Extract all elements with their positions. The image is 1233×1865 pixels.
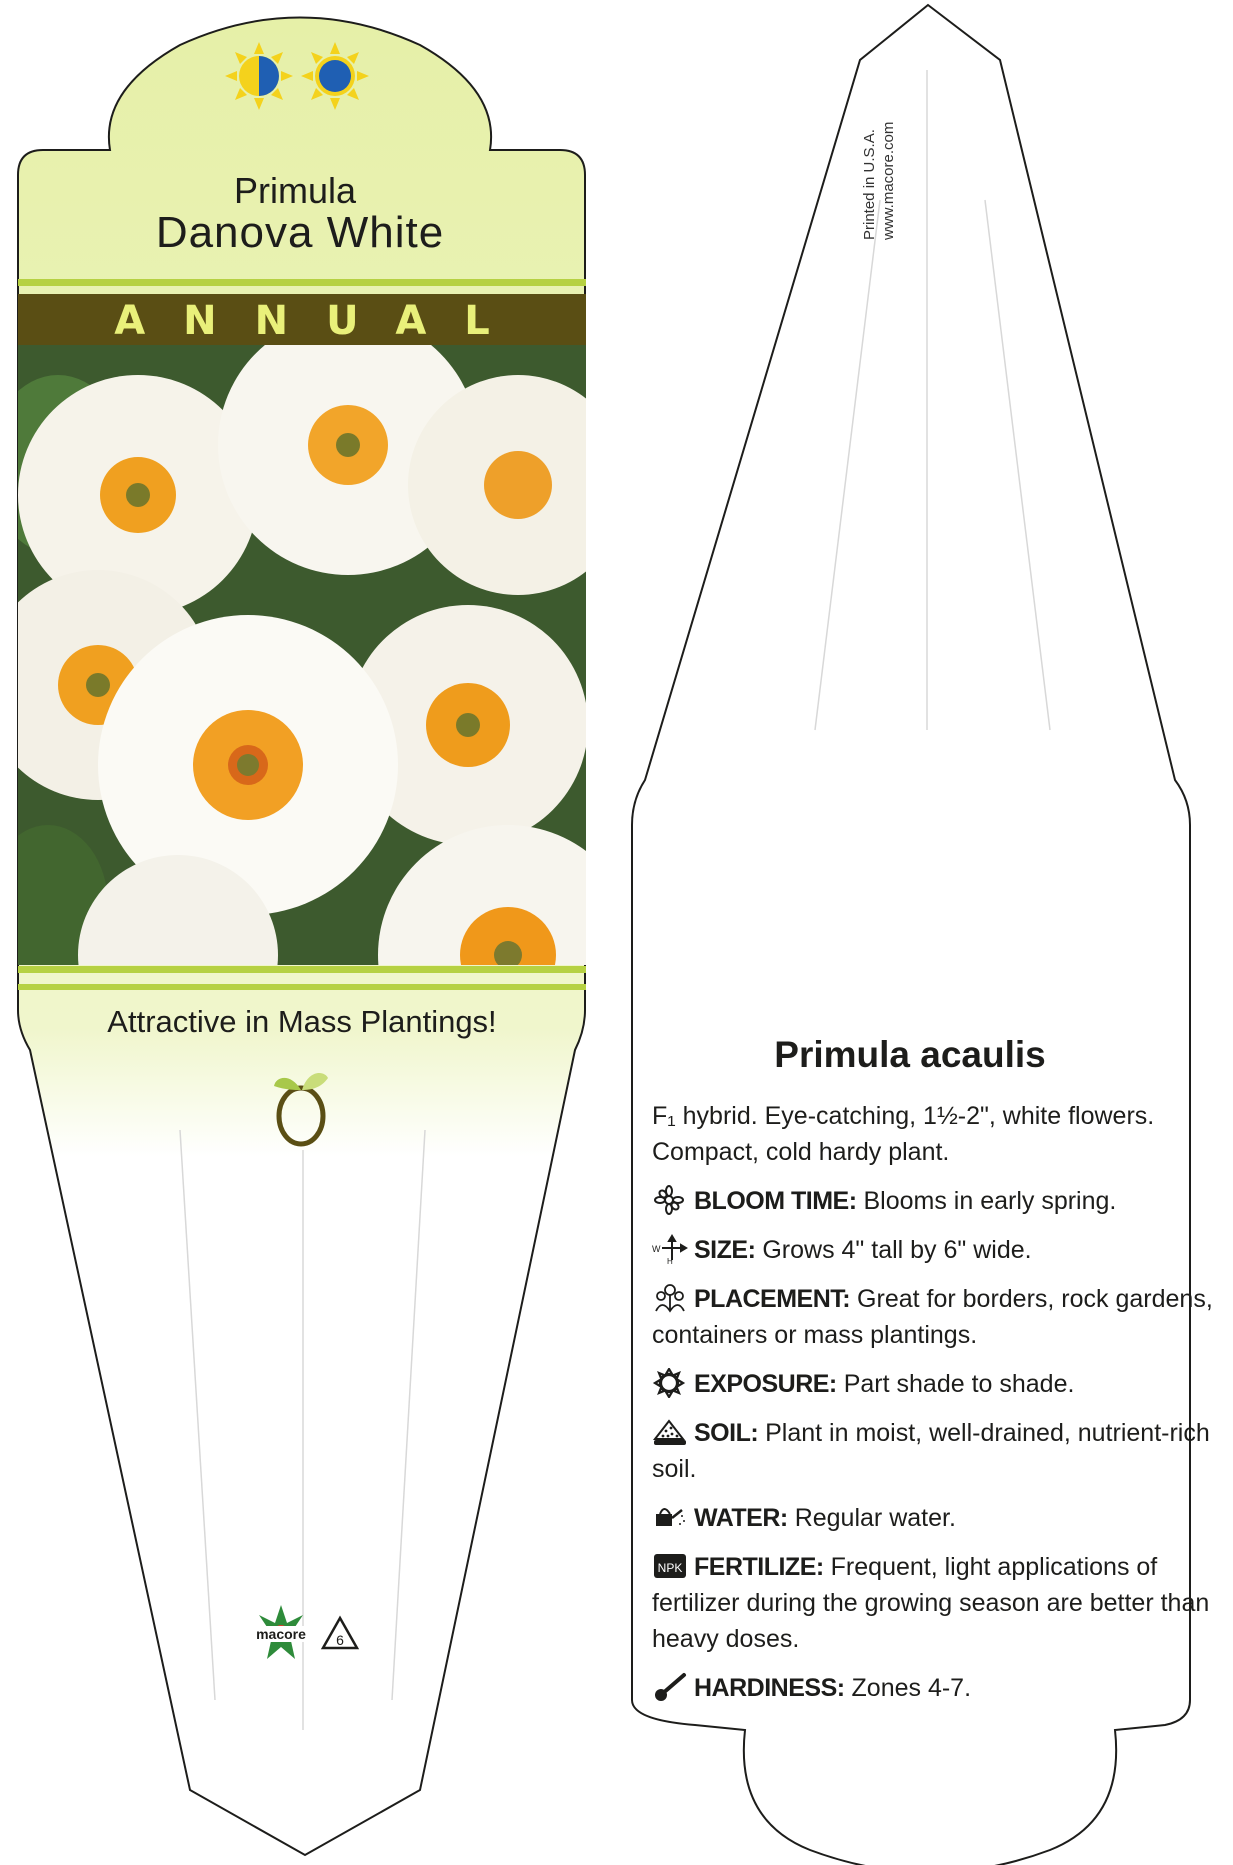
part-sun-icon bbox=[225, 42, 293, 110]
plant-photo bbox=[18, 345, 586, 965]
size-label: SIZE: bbox=[694, 1236, 756, 1264]
shade-icon bbox=[301, 42, 369, 110]
soil-icon bbox=[652, 1417, 688, 1447]
hardiness-text: Zones 4-7. bbox=[844, 1674, 972, 1702]
svg-text:H: H bbox=[667, 1257, 673, 1264]
svg-text:NPK: NPK bbox=[657, 1561, 683, 1575]
fertilize-text: Frequent, light applications of fertilizer during the growing season are better than heavy doses. bbox=[652, 1553, 1210, 1653]
hardiness-label: HARDINESS: bbox=[694, 1674, 845, 1702]
water-label: WATER: bbox=[694, 1504, 788, 1532]
brand-name: macore bbox=[256, 1626, 306, 1642]
size-text: Grows 4" tall by 6" wide. bbox=[755, 1236, 1032, 1264]
sun-outline-icon bbox=[652, 1368, 688, 1398]
category-label: ANNUAL bbox=[114, 298, 528, 344]
recycle-icon bbox=[320, 1614, 360, 1654]
info-hardiness bbox=[652, 1670, 1222, 1706]
soil-text: Plant in moist, well-drained, nutrient-rich soil. bbox=[652, 1419, 1210, 1483]
bloom-time-text: Blooms in early spring. bbox=[856, 1187, 1117, 1215]
svg-text:W: W bbox=[652, 1244, 661, 1254]
flower-icon bbox=[652, 1185, 688, 1215]
exposure-label: EXPOSURE: bbox=[694, 1370, 837, 1398]
green-rule-mid bbox=[18, 966, 586, 973]
green-rule-mid2 bbox=[18, 984, 586, 990]
recycle-code: 6 bbox=[336, 1632, 344, 1648]
sun-exposure-icons bbox=[222, 40, 372, 115]
npk-icon bbox=[652, 1551, 688, 1581]
plant-genus: Primula bbox=[233, 170, 357, 211]
info-bloom-time bbox=[652, 1183, 1222, 1219]
macore-logo bbox=[245, 1602, 317, 1664]
printed-line1: Printed in U.S.A. bbox=[861, 129, 878, 240]
plant-info bbox=[652, 1098, 1222, 1719]
exposure-text: Part shade to shade. bbox=[836, 1370, 1075, 1398]
water-text: Regular water. bbox=[787, 1504, 956, 1532]
soil-label: SOIL: bbox=[694, 1419, 759, 1447]
fertilize-label: FERTILIZE: bbox=[694, 1553, 824, 1581]
placement-label: PLACEMENT: bbox=[694, 1285, 851, 1313]
printed-in-note bbox=[860, 122, 898, 240]
plant-variety: Danova White bbox=[155, 208, 445, 257]
sprout-logo-icon bbox=[266, 1068, 336, 1148]
watering-can-icon bbox=[652, 1502, 688, 1532]
botanical-name: Primula acaulis bbox=[774, 1034, 1046, 1075]
tagline: Attractive in Mass Plantings! bbox=[107, 1004, 497, 1039]
placement-text: Great for borders, rock gardens, containers or mass plantings. bbox=[652, 1285, 1213, 1349]
plants-icon bbox=[652, 1283, 688, 1313]
info-placement bbox=[652, 1281, 1222, 1353]
info-soil bbox=[652, 1415, 1222, 1487]
info-water bbox=[652, 1500, 1222, 1536]
info-fertilize bbox=[652, 1549, 1222, 1657]
green-rule-top bbox=[18, 279, 586, 286]
plant-intro: F₁ hybrid. Eye-catching, 1½-2", white flowers. Compact, cold hardy plant. bbox=[652, 1102, 1155, 1166]
info-exposure bbox=[652, 1366, 1222, 1402]
printed-url: www.macore.com bbox=[880, 121, 897, 240]
size-arrows-icon bbox=[652, 1234, 688, 1264]
info-size bbox=[652, 1232, 1222, 1268]
thermometer-icon bbox=[652, 1672, 688, 1702]
bloom-time-label: BLOOM TIME: bbox=[694, 1187, 857, 1215]
